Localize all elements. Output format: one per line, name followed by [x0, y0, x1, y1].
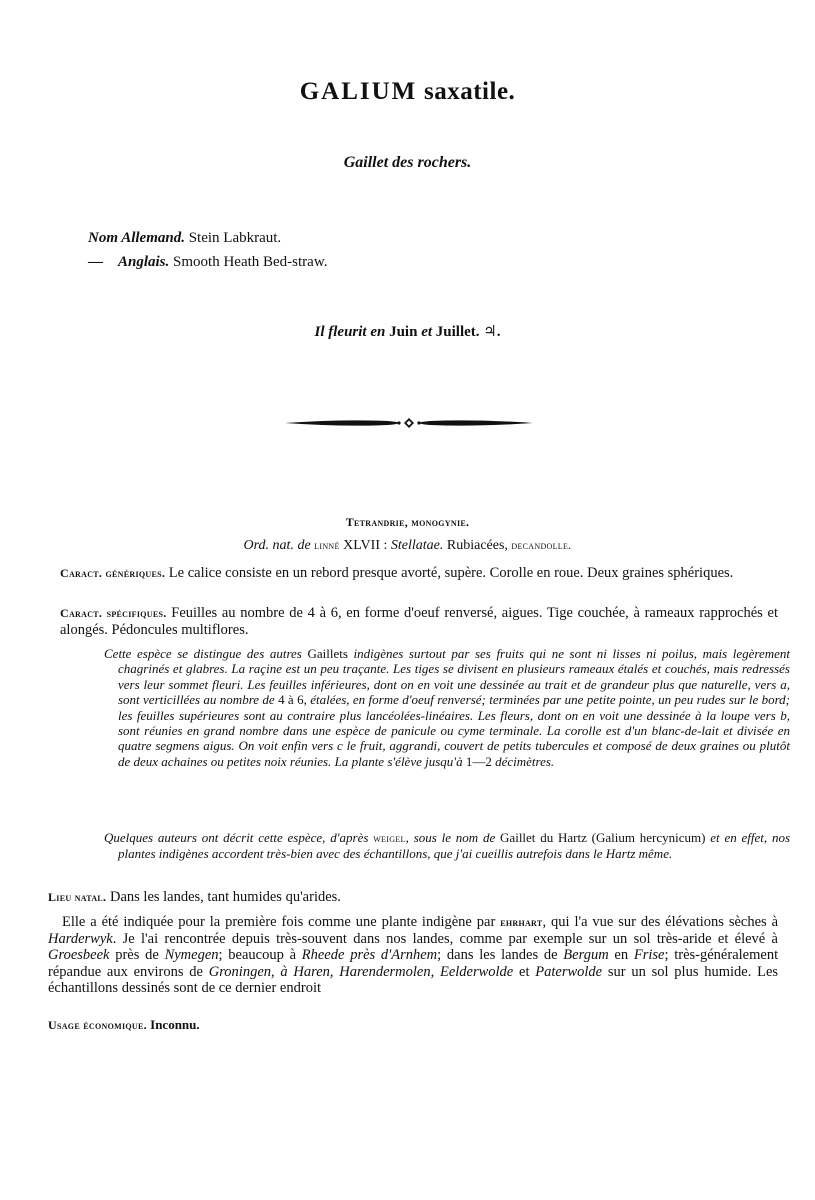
- order-number: XLVII :: [343, 538, 388, 553]
- desc-text-3: , étalées, en forme d'oeuf renversé; terminées par une petite pointe, un peu rudes sur le bord; les feuilles supérieures sont au contraire plus lancéolées-linéaires. Les fleurs, dont on en voit une dessinée à la loupe vers b, sont réunies en grand nombre dans une espèce de panicule ou cyme terminale. La corolle est d'un blanc-de-lait et divisée en quatre segmens aigus. On voit enfin vers c le fruit, aggrandi, couvert de petits tubercules et composé de deux graines ou plutôt de deux achaines ou petites noix réunies. La plante s'élève jusqu'à: [118, 692, 791, 769]
- habitat-text-n: en: [614, 947, 629, 963]
- habitat-text-p: ; très-généralement répandue aux environs de: [48, 947, 779, 980]
- habitat-text-e: . Je l'ai rencontrée depuis très-souvent dans nos landes, comme par exemple sur un sol très-aride et élevé à: [112, 930, 778, 947]
- synonymy-paragraph: [104, 830, 790, 862]
- family-name: Rubiacées,: [446, 538, 508, 553]
- economic-use-label: Usage économique.: [48, 1018, 147, 1032]
- ord-nat-prefix: Ord. nat. de: [243, 538, 311, 553]
- english-label: Anglais.: [118, 254, 170, 270]
- specific-text: Feuilles au nombre de 4 à 6, en forme d'oeuf renversé, aigues. Tige couchée, à rameaux rapprochés et alongés. Pédoncules multiflores.: [60, 605, 778, 638]
- habitat-text-a: Elle a été indiquée pour la première fois comme une plante indigène par: [62, 914, 496, 930]
- place-paterwolde: Paterwolde: [535, 963, 603, 980]
- habitat-text-g: près de: [115, 947, 159, 963]
- native-place: [48, 889, 778, 906]
- native-place-text: Dans les landes, tant humides qu'arides.: [109, 889, 341, 905]
- syn-text-2: , sous le nom de: [405, 830, 496, 845]
- linnaean-class-text: Tetrandrie, monogynie.: [345, 515, 470, 529]
- species-name: saxatile.: [424, 78, 516, 105]
- ehrhart-author: ehrhart: [500, 915, 543, 929]
- desc-text-2: indigènes surtout par ses fruits qui ne sont ni lisses ni poilus, mais legèrement chagrinés et glabres. La raçine est un peu traçante. Les tiges se divisent en plusieurs rameaux étalés et couchés, mais redressés vers leur sommet fleuri. Les feuilles inférieures, dont on en voit une dessinée au trait et de grandeur plus que naturelle, vers a, sont verticillées au nombre de: [118, 646, 791, 708]
- english-value: Smooth Heath Bed-straw.: [173, 254, 328, 270]
- generic-label: Caract. génériques.: [60, 566, 166, 580]
- linnaean-class: [0, 515, 815, 530]
- divider-ornament: [283, 414, 535, 432]
- generic-text: Le calice consiste en un rebord presque avorté, supère. Corolle en roue. Deux graines sphériques.: [168, 565, 734, 581]
- page-title: [0, 78, 815, 106]
- german-value: Stein Labkraut.: [188, 230, 282, 246]
- habitat-text-t: sur un sol plus humide. Les échantillons dessinés sont de ce dernier endroit: [48, 963, 779, 996]
- ditto-dash: —: [88, 254, 103, 270]
- place-arnhem: près d'Arnhem: [350, 947, 438, 963]
- description-paragraph: [104, 646, 790, 769]
- syn-text-1: Quelques auteurs ont décrit cette espèce, d'après: [104, 830, 369, 845]
- economic-use-text: Inconnu.: [150, 1017, 200, 1032]
- generic-characters: [60, 565, 778, 582]
- decandolle-author: decandolle.: [511, 538, 572, 552]
- habitat-text-i: ; beaucoup à: [218, 947, 297, 963]
- natural-order: [0, 538, 815, 554]
- order-name: Stellatae.: [390, 538, 444, 553]
- genus-name: GALIUM: [299, 78, 418, 105]
- desc-genus-word: Gaillets: [307, 646, 348, 661]
- perennial-symbol: ♃.: [483, 324, 501, 340]
- flowering-month-2: Juillet.: [435, 324, 480, 340]
- habitat-text-c: , qui l'a vue sur des élévations sèches à: [542, 914, 779, 930]
- place-bergum: Bergum: [563, 947, 609, 963]
- flowering-month-1: Juin: [389, 324, 418, 340]
- place-groesbeek: Groesbeek: [48, 947, 110, 963]
- vernacular-names: [88, 226, 327, 274]
- flowering-prefix: Il fleurit en: [314, 324, 386, 340]
- flowering-line: [0, 322, 815, 341]
- place-nymegen: Nymegen: [164, 947, 219, 963]
- linne-author: linné: [314, 538, 340, 552]
- place-harderwyk: Harderwyk: [48, 930, 113, 947]
- place-groningen-etc: Groningen, à Haren, Harendermolen, Eelderwolde: [208, 963, 514, 980]
- habitat-paragraph: [48, 914, 778, 997]
- specific-label: Caract. spécifiques.: [60, 606, 167, 620]
- specific-characters: [60, 605, 778, 638]
- desc-text-4: décimètres.: [495, 753, 555, 769]
- desc-leaf-count: 4 à 6: [278, 692, 304, 708]
- place-rheede: Rheede: [301, 947, 345, 963]
- weigel-author: weigel: [373, 831, 406, 845]
- habitat-text-r: et: [519, 963, 530, 980]
- german-name-row: [88, 226, 327, 250]
- native-place-label: Lieu natal.: [48, 890, 107, 904]
- english-name-row: [88, 250, 327, 274]
- desc-text-1: Cette espèce se distingue des autres: [104, 646, 302, 661]
- gaillet-du-hartz: Gaillet du Hartz (Galium hercynicum): [500, 830, 706, 845]
- economic-use: [48, 1017, 200, 1033]
- flowering-conj: et: [421, 324, 433, 340]
- place-frise: Frise: [633, 947, 665, 963]
- desc-height-range: 1—2: [465, 753, 492, 769]
- habitat-text-l: ; dans les landes de: [437, 947, 558, 963]
- french-name: Gaillet des rochers.: [343, 154, 472, 171]
- syn-text-3: et en effet, nos plantes indigènes accordent très-bien avec des échantillons, que j'ai cueillis autrefois dans le Hartz même.: [118, 830, 791, 862]
- german-label: Nom Allemand.: [88, 230, 185, 246]
